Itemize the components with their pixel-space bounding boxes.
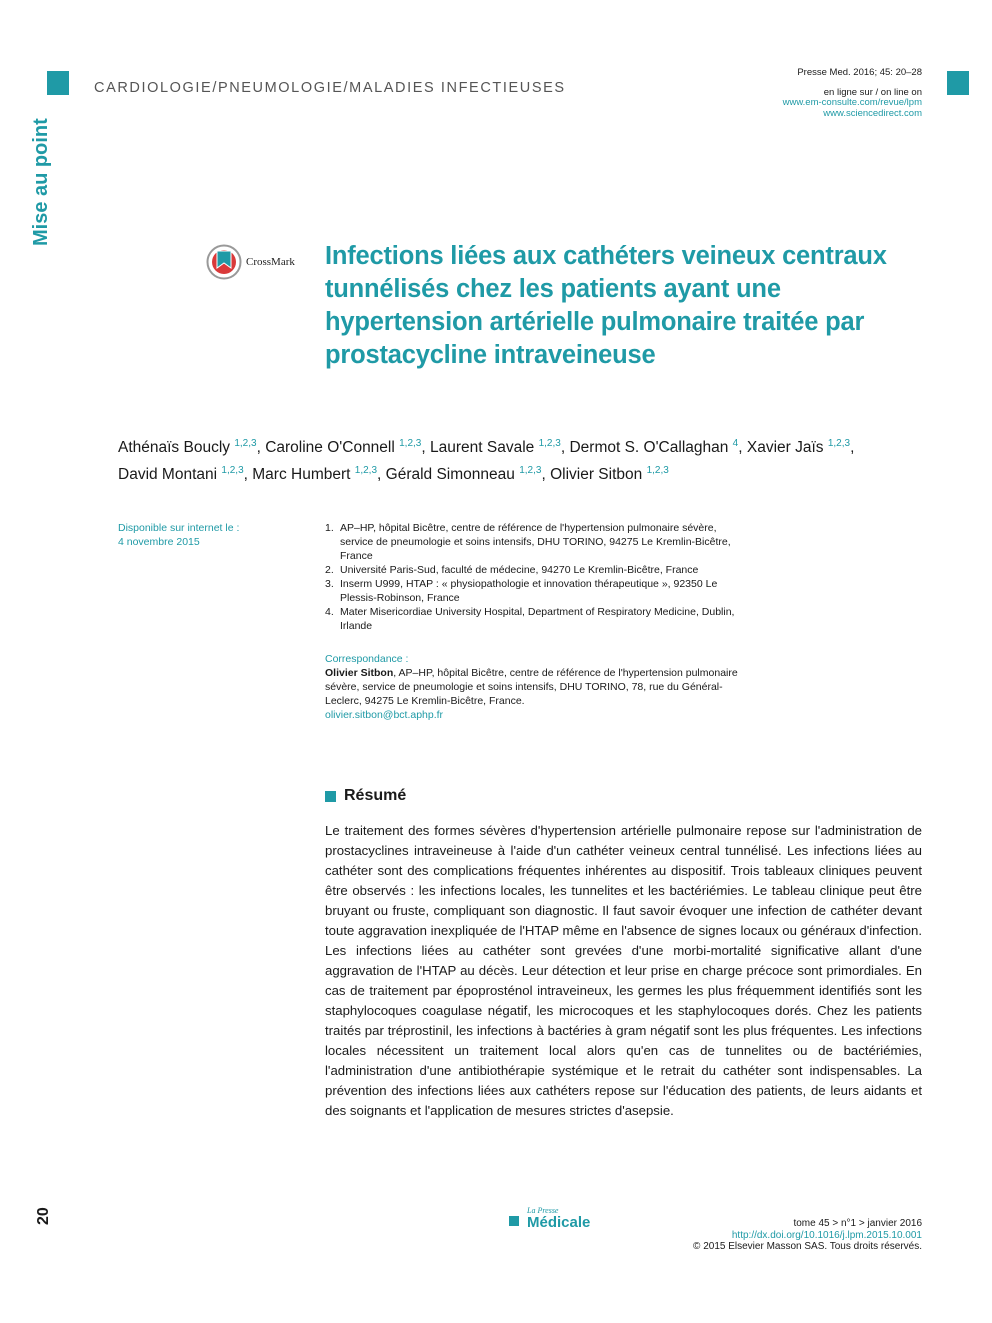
crossmark-badge[interactable]	[206, 244, 295, 280]
correspondence-email-link[interactable]: olivier.sitbon@bct.aphp.fr	[325, 709, 444, 721]
author-name: Xavier Jaïs	[746, 439, 824, 457]
correspondence-label: Correspondance :	[325, 653, 409, 665]
journal-logo	[509, 1206, 590, 1230]
author-affiliation: 1,2,3	[399, 438, 422, 449]
online-label: en ligne sur / on line on	[823, 86, 922, 98]
article-title: Infections liées aux cathéters veineux centraux tunnélisés chez les patients ayant une hypertension artérielle pulmonaire traitée par prostacycline intraveineuse	[325, 242, 887, 369]
crossmark-icon	[206, 244, 242, 280]
vertical-label: Mise au point	[30, 118, 52, 246]
affiliation-number: 2.	[325, 564, 334, 576]
available-label: Disponible sur internet le :	[118, 522, 240, 534]
affiliation-number: 3.	[325, 578, 334, 590]
page-number: 20	[35, 1207, 52, 1225]
logo-small-text: La Presse	[527, 1206, 559, 1215]
resume-heading-text: Résumé	[344, 787, 407, 804]
correspondence-name: Olivier Sitbon	[325, 667, 394, 679]
journal-reference	[783, 68, 922, 119]
author-affiliation: 1,2,3	[519, 465, 542, 477]
affiliation-text: Inserm U999, HTAP : « physiopathologie et innovation thérapeutique », 92350 Le Plessis-Robinson, France	[340, 578, 718, 604]
abstract-text: Le traitement des formes sévères d'hypertension artérielle pulmonaire repose sur l'administration de prostacyclines intraveineuse à l'aide d'un cathéter veineux central tunnélisé. Les infections liées au cathéter sont des complications fréquentes inhérentes au dispositif. Trois tableaux cliniques peuvent être observés : les infections locales, les tunnelites et les bactériémies. Le tableau clinique peut être bruyant ou fruste, compliquant son diagnostic. Il faut savoir évoquer une infection de cathéter devant toute aggravation inexpliquée de l'HTAP même en l'absence de signes locaux ou généraux d'infection. Les infections liées au cathéter sont grevées d'une morbi-mortalité significative allant d'une aggravation de l'HTAP au décès. Leur détection et leur prise en charge précoce sont primordiales. En cas de traitement par époprosténol intraveineux, les germes les plus fréquemment identifiés sont les staphylocoques coagulase négatif, les microcoques et les staphylocoques dorés. Chez les patients traités par tréprostinil, les infections à bactéries à gram négatif sont les plus fréquentes. Les infections locales nécessitent un traitement local alors qu'en cas de tunnelites ou de bactériémies, l'administration d'une antibiothérapie systémique et le retrait du cathéter sont indispensables. La prévention des infections liées aux cathéters repose sur l'éducation des patients, de leurs aidants et des soignants et l'application de mesures strictes d'asepsie.	[325, 823, 922, 1118]
accent-square-right	[947, 71, 969, 95]
resume-heading	[325, 787, 406, 805]
crossmark-label: CrossMark	[246, 256, 295, 268]
doi-link[interactable]: http://dx.doi.org/10.1016/j.lpm.2015.10.001	[731, 1229, 922, 1241]
author-affiliation: 1,2,3	[221, 465, 244, 477]
footer-info	[693, 1218, 922, 1253]
available-date: 4 novembre 2015	[118, 536, 200, 548]
affiliation-number: 1.	[325, 522, 334, 534]
heading-bullet	[325, 791, 336, 802]
logo-square	[509, 1216, 519, 1226]
correspondence-block	[325, 652, 745, 722]
affiliation-text: Mater Misericordiae University Hospital, Department of Respiratory Medicine, Dublin, Irlande	[340, 606, 735, 632]
author-name: David Montani	[118, 466, 218, 484]
affiliation-item	[325, 577, 745, 605]
author-name: Gérald Simonneau	[385, 466, 515, 484]
author-name: Dermot S. O'Callaghan	[569, 439, 729, 457]
logo-big-text: Médicale	[527, 1214, 591, 1231]
sciencedirect-link[interactable]: www.sciencedirect.com	[823, 107, 922, 119]
copyright: © 2015 Elsevier Masson SAS. Tous droits réservés.	[693, 1241, 922, 1252]
author-name: Athénaïs Boucly	[118, 439, 231, 457]
author-name: Caroline O'Connell	[265, 439, 395, 457]
affiliation-item	[325, 521, 745, 563]
affiliation-text: Université Paris-Sud, faculté de médecine, 94270 Le Kremlin-Bicêtre, France	[340, 564, 699, 576]
affiliation-item	[325, 563, 745, 577]
availability-info	[118, 521, 239, 549]
journal-citation: Presse Med. 2016; 45: 20–28	[797, 67, 922, 78]
affiliation-item	[325, 605, 745, 633]
affiliation-list	[325, 521, 745, 633]
author-affiliation: 4	[732, 438, 739, 449]
author-affiliation: 1,2,3	[827, 438, 851, 449]
correspondence-address: , AP–HP, hôpital Bicêtre, centre de référence de l'hypertension pulmonaire sévère, service de pneumologie et soins intensifs, DHU TORINO, 78, rue du Général-Leclerc, 94275 Le Kremlin-Bicêtre, France.	[325, 667, 738, 707]
author-affiliation: 1,2,3	[646, 465, 669, 477]
affiliation-text: AP–HP, hôpital Bicêtre, centre de référence de l'hypertension pulmonaire sévère, service de pneumologie et soins intensifs, DHU TORINO, 94275 Le Kremlin-Bicêtre, France	[340, 522, 731, 562]
author-name: Olivier Sitbon	[550, 466, 643, 484]
section-heading: CARDIOLOGIE/PNEUMOLOGIE/MALADIES INFECTIEUSES	[94, 80, 566, 96]
author-list: Athénaïs Boucly $^{1,2,3}$, Caroline O'Connell $^{1,2,3}$, Laurent Savale $^{1,2,3}$, Dermot S. O'Callaghan $^4$, Xavier Jaïs $^{1,2,3}$, David Montani $^{1,2,3}$, Marc Humbert $^{1,2,3}$, Gérald Simonneau $^{1,2,3}$, Olivier Sitbon $^{1,2,3}$	[118, 438, 855, 484]
author-name: Marc Humbert	[252, 466, 351, 484]
author-affiliation: 1,2,3	[234, 438, 257, 449]
author-name: Laurent Savale	[430, 439, 535, 457]
em-consulte-link[interactable]: www.em-consulte.com/revue/lpm	[782, 97, 922, 108]
author-affiliation: 1,2,3	[354, 465, 378, 477]
issue-info: tome 45 > n°1 > janvier 2016	[793, 1218, 922, 1229]
author-affiliation: 1,2,3	[538, 438, 561, 449]
affiliation-number: 4.	[325, 606, 334, 618]
accent-square-left	[47, 71, 69, 95]
